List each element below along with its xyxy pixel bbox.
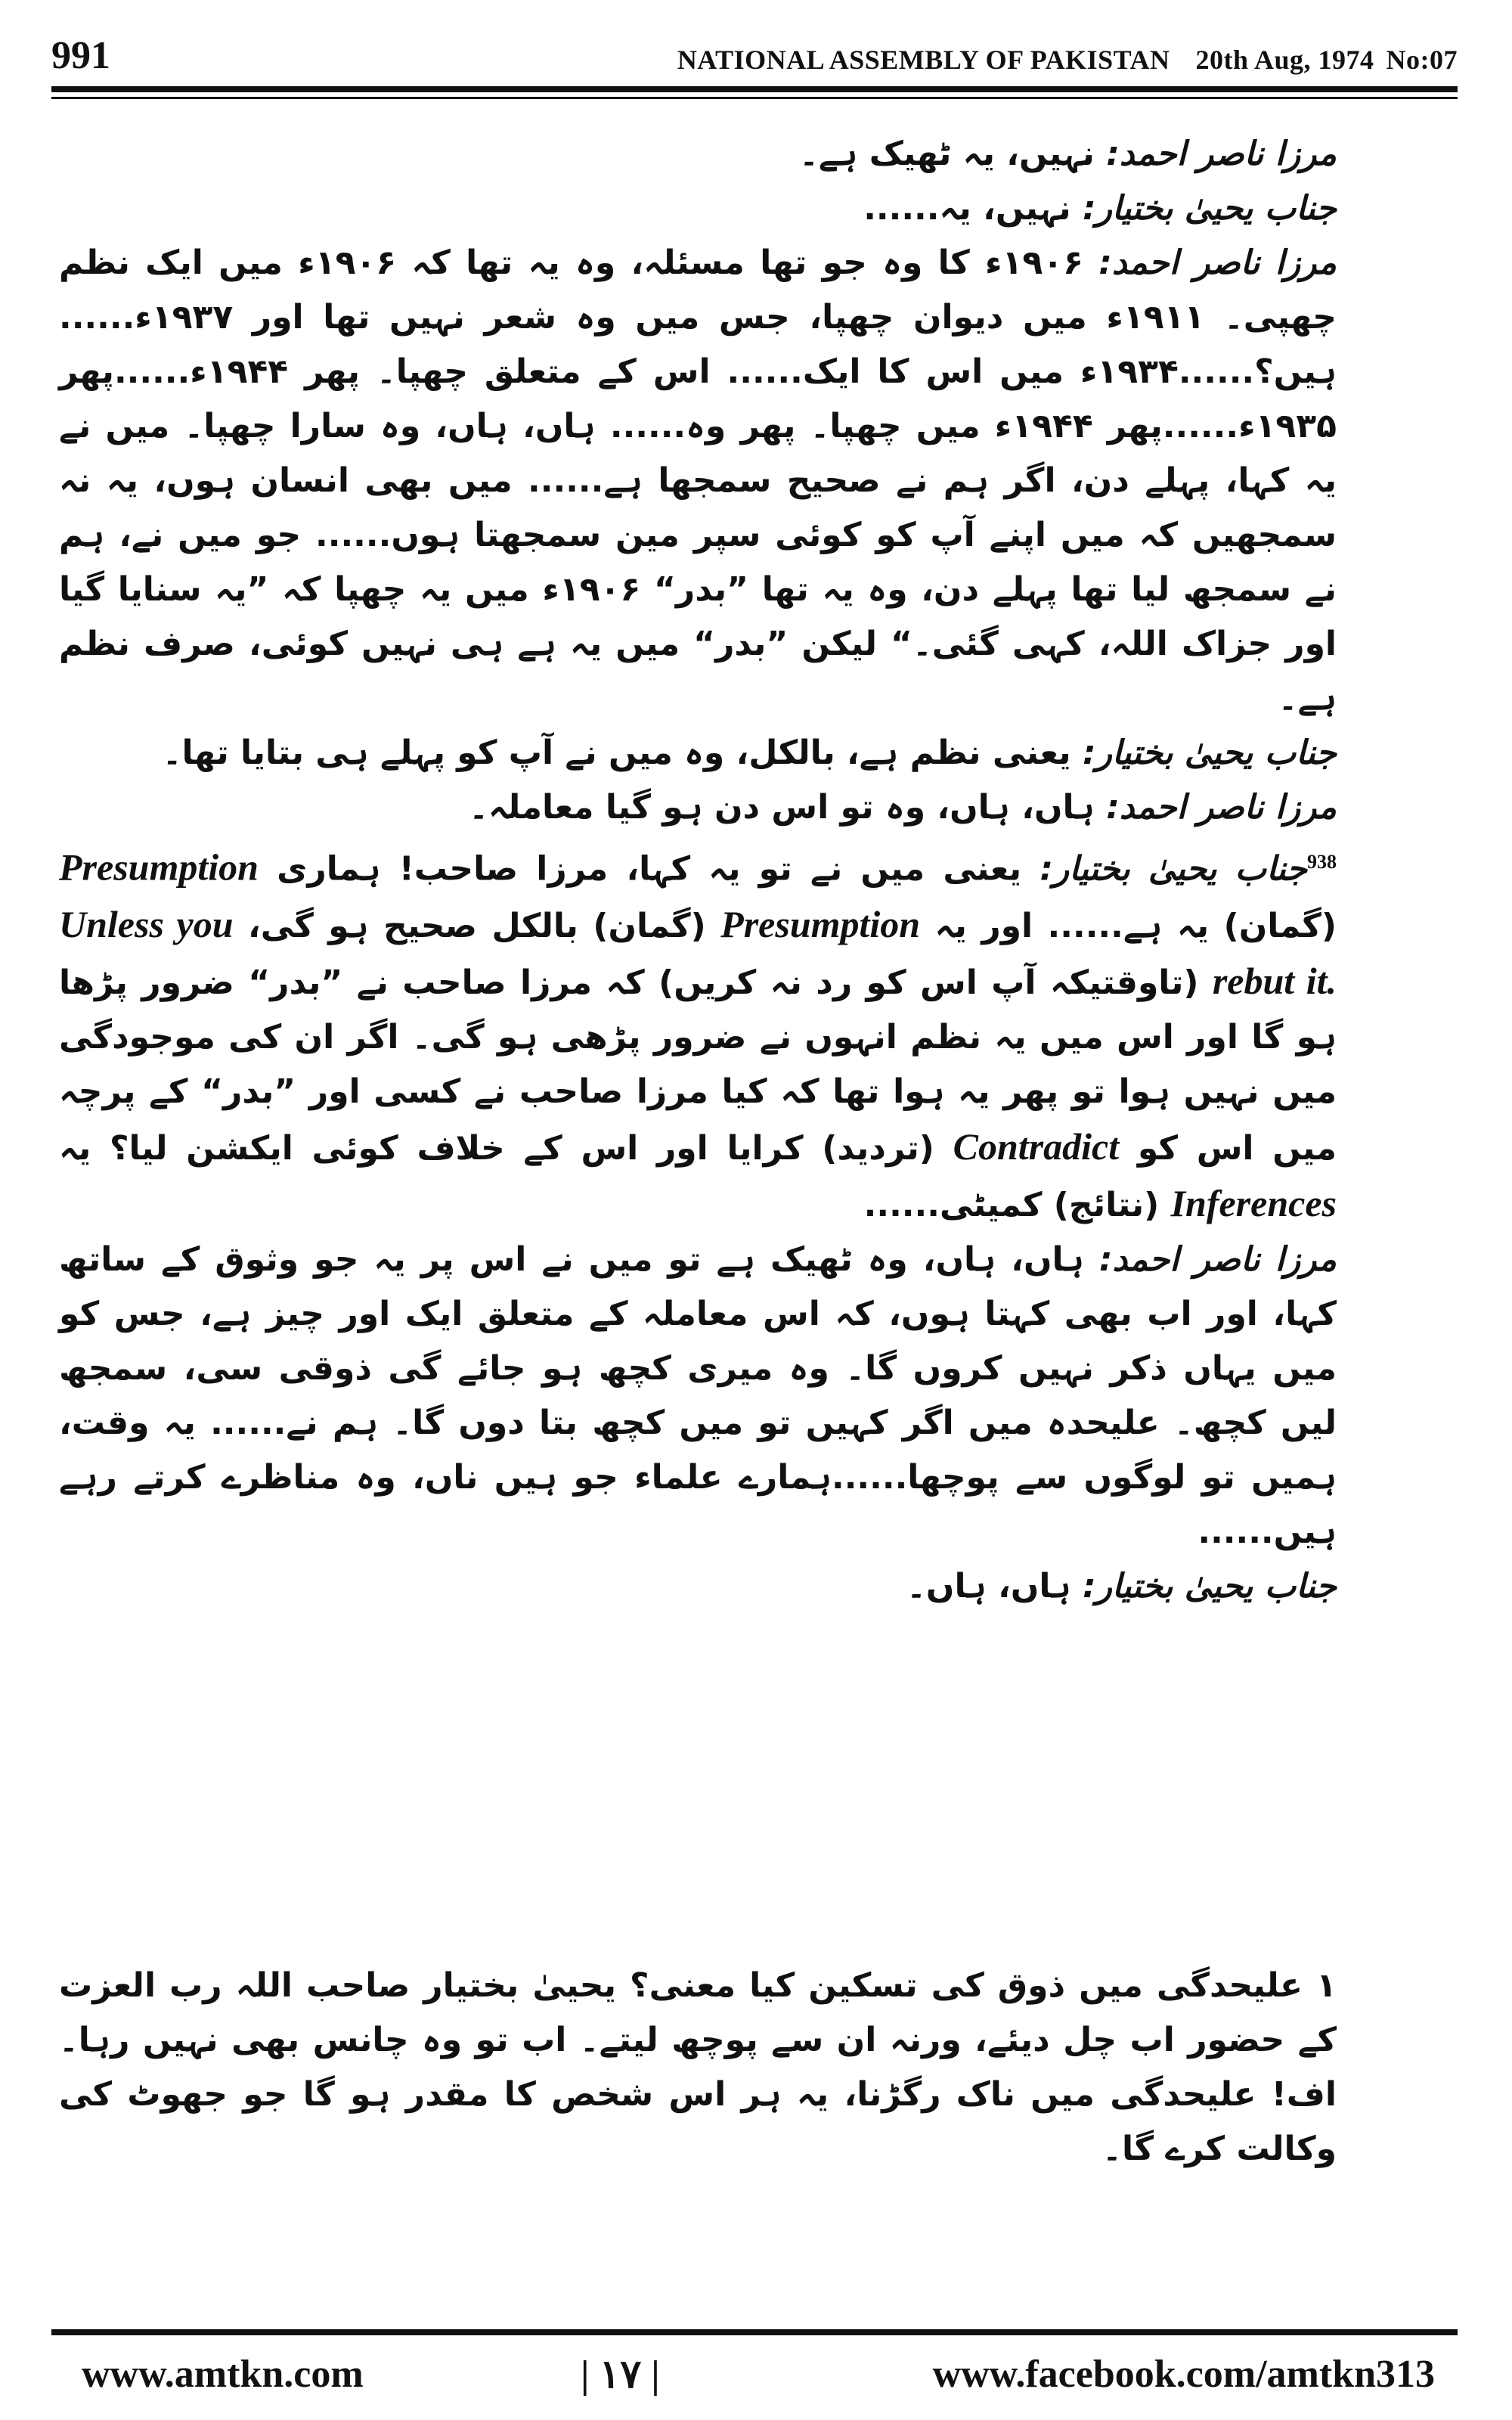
paragraph [59, 1559, 1450, 1614]
speaker-name: مرزا ناصر احمد: [1106, 788, 1337, 827]
paragraph-yahya [59, 835, 1450, 1233]
speech-text: نہیں، یہ ٹھیک ہے۔ [799, 135, 1095, 173]
transcript-body [59, 127, 1450, 1614]
speaker-name: مرزا ناصر احمد: [1098, 244, 1337, 282]
english-term: Presumption [720, 902, 921, 945]
page-number: 991 [51, 34, 110, 77]
page-header [51, 33, 1458, 86]
speech-text: یعنی میں نے تو یہ کہا، مرزا صاحب! ہماری [277, 849, 1022, 889]
session-date: 20th Aug, 1974 [1195, 45, 1374, 75]
paragraph [59, 726, 1450, 780]
speaker-name: مرزا ناصر احمد: [1106, 135, 1337, 173]
page-footer [51, 2344, 1458, 2405]
speaker-name: جناب یحییٰ بختیار: [1083, 734, 1337, 772]
speech-text: ۱۹۰۶ء کا وہ جو تھا مسئلہ، وہ یہ تھا کہ ۱۹۰۶ء میں ایک نظم چھپی۔ ۱۹۱۱ء میں دیوان چھپا، جس میں وہ شعر نہیں تھا اور ۱۹۳۷ء...... ہیں؟......۱۹۳۴ء میں اس کا ایک...... اس کے متعلق چھپا۔ پھر ۱۹۴۴ء......پھر ۱۹۳۵ء......پھر ۱۹۴۴ء میں چھپا۔ پھر وہ...... ہاں، ہاں، وہ سارا چھپا۔ میں نے یہ کہا، پہلے دن، اگر ہم نے صحیح سمجھا ہے...... میں بھی انسان ہوں، یہ نہ سمجھیں کہ میں اپنے آپ کو کوئی سپر مین سمجھتا ہوں...... جو میں نے، ہم نے سمجھ لیا تھا پہلے دن، وہ یہ تھا ”بدر“ ۱۹۰۶ء میں یہ چھپا کہ ”یہ سنایا گیا اور جزاک اللہ، کہی گئی۔“ لیکن ”بدر“ میں یہ ہے ہی نہیں کوئی، صرف نظم ہے۔ [59, 244, 1337, 718]
header-title [652, 44, 1458, 76]
speech-text: نہیں، یہ...... [863, 189, 1071, 228]
paragraph [59, 780, 1450, 835]
speaker-name: جناب یحییٰ بختیار: [1083, 189, 1337, 228]
paragraph [59, 182, 1450, 236]
paragraph [59, 127, 1450, 182]
header-rule-thick [51, 86, 1458, 92]
speaker-name: مرزا ناصر احمد: [1098, 1239, 1337, 1279]
english-term: Presumption [59, 845, 259, 889]
footnote-text: ۱ علیحدگی میں ذوق کی تسکین کیا معنی؟ یحییٰ بختیار صاحب اللہ رب العزت کے حضور اب چل دیئے، ورنہ ان سے پوچھ لیتے۔ اب تو وہ چانس بھی نہیں رہا۔ اف! علیحدگی میں ناک رگڑنا، یہ ہر اس شخص کا مقدر ہو گا جو جھوٹ کی وکالت کرے گا۔ [59, 1966, 1337, 2168]
speech-text: (تردید) کرایا اور اس کے خلاف کوئی ایکشن لیا؟ یہ [59, 1128, 934, 1168]
speaker-name: جناب یحییٰ بختیار: [1083, 1566, 1337, 1606]
speech-text: (تاوقتیکہ آپ اس کو رد نہ کریں) کہ مرزا صاحب نے ”بدر“ ضرور پڑھا ہو گا اور اس میں یہ نظم انہوں نے ضرور پڑھی ہو گی۔ اگر ان کی موجودگی میں نہیں ہوا تو پھر یہ ہوا تھا کہ کیا مرزا صاحب نے کسی اور ”بدر“ کے پرچہ میں اس کو [59, 963, 1337, 1168]
paragraph [59, 236, 1450, 726]
header-rule-thin [51, 97, 1458, 99]
footer-page-marker: | ۱۷ | [581, 2353, 660, 2397]
speech-text: (گمان) یہ ہے...... اور یہ [934, 906, 1337, 945]
speech-text: ہاں، ہاں۔ [906, 1566, 1071, 1606]
footer-rule [51, 2329, 1458, 2335]
english-term: Unless you rebut it. [59, 902, 1337, 1002]
english-term: Inferences [1170, 1181, 1337, 1224]
speech-text: ہاں، ہاں، وہ ٹھیک ہے تو میں نے اس پر یہ جو وثوق کے ساتھ کہا، اور اب بھی کہتا ہوں، کہ اس معاملہ کے متعلق ایک اور چیز ہے، جس کو میں یہاں ذکر نہیں کروں گا۔ وہ میری کچھ ہو جائے گی ذوقی سی، سمجھ لیں کچھ۔ علیحدہ میں اگر کہیں تو میں کچھ بتا دوں گا۔ ہم نے...... یہ وقت، ہمیں تو لوگوں سے پوچھا......ہمارے علماء جو ہیں ناں، وہ مناظرے کرتے رہے ہیں...... [59, 1239, 1337, 1551]
margin-page-mark: 938 [1307, 851, 1337, 873]
speech-text: ہاں، ہاں، وہ تو اس دن ہو گیا معاملہ۔ [469, 788, 1095, 827]
paragraph [59, 1233, 1450, 1559]
speech-text: یعنی نظم ہے، بالکل، وہ میں نے آپ کو پہلے ہی بتایا تھا۔ [162, 734, 1071, 772]
issue-number: No:07 [1386, 45, 1458, 75]
speaker-name: جناب یحییٰ بختیار: [1040, 849, 1307, 889]
english-term: Contradict [953, 1125, 1120, 1168]
facebook-link[interactable]: www.facebook.com/amtkn313 [932, 2353, 1435, 2396]
speech-text: (نتائج) کمیٹی...... [863, 1185, 1160, 1224]
footnote [59, 1959, 1450, 2176]
speech-text: (گمان) بالکل صحیح ہو گی، [248, 906, 706, 945]
assembly-name: NATIONAL ASSEMBLY OF PAKISTAN [677, 45, 1170, 75]
website-link[interactable]: www.amtkn.com [82, 2353, 364, 2396]
